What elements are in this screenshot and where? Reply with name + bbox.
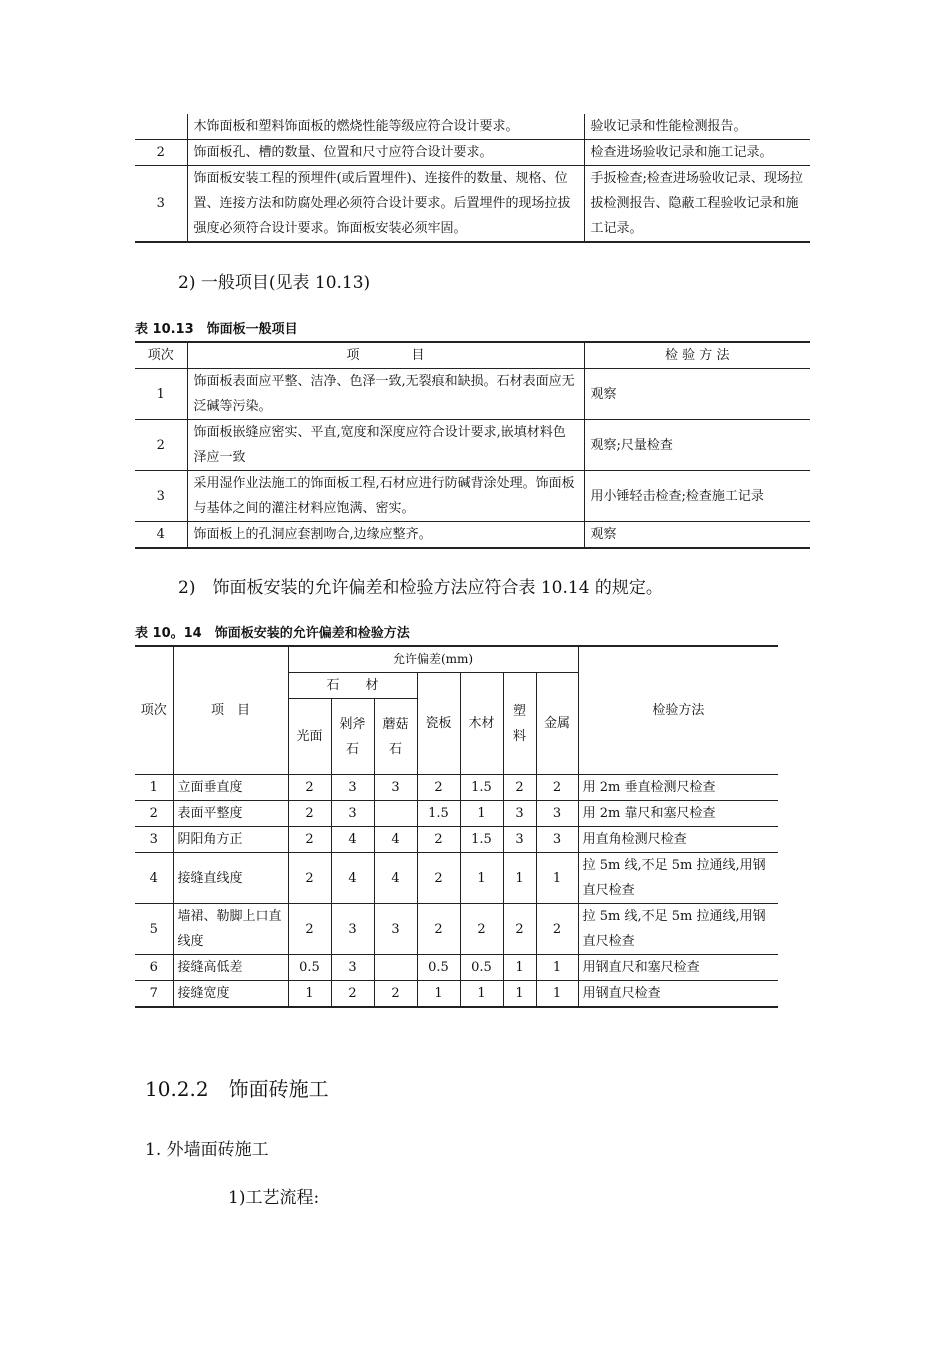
header-no: 项次 xyxy=(135,342,187,369)
value-cell: 1 xyxy=(536,853,578,904)
value-cell: 2 xyxy=(288,801,331,827)
row-number: 4 xyxy=(135,522,187,549)
table-row xyxy=(135,140,810,166)
value-cell: 0.5 xyxy=(460,955,503,981)
value-cell: 3 xyxy=(374,904,417,955)
row-method: 用 2m 靠尺和塞尺检查 xyxy=(578,801,778,827)
row-item: 表面平整度 xyxy=(173,801,288,827)
table-row xyxy=(135,955,778,981)
value-cell: 2 xyxy=(288,827,331,853)
value-cell: 1.5 xyxy=(460,827,503,853)
table-row xyxy=(135,114,810,140)
tolerance-paragraph: 2) 饰面板安装的允许偏差和检验方法应符合表 10.14 的规定。 xyxy=(178,578,663,598)
row-item: 接缝宽度 xyxy=(173,981,288,1008)
value-cell: 4 xyxy=(374,827,417,853)
value-cell: 3 xyxy=(503,801,536,827)
value-cell xyxy=(374,801,417,827)
row-number: 1 xyxy=(135,775,173,801)
value-cell: 3 xyxy=(374,775,417,801)
value-cell: 2 xyxy=(503,904,536,955)
value-cell: 3 xyxy=(331,955,374,981)
process-flow-label: 1)工艺流程: xyxy=(228,1188,320,1208)
row-method: 用小锤轻击检查;检查施工记录 xyxy=(584,471,810,522)
header-plastic: 塑料 xyxy=(503,673,536,775)
value-cell: 2 xyxy=(417,775,460,801)
value-cell: 2 xyxy=(417,853,460,904)
table-row xyxy=(135,420,810,471)
row-item: 采用湿作业法施工的饰面板工程,石材应进行防碱背涂处理。饰面板与基体之间的灌注材料应饱满、密实。 xyxy=(187,471,584,522)
row-method: 用 2m 垂直检测尺检查 xyxy=(578,775,778,801)
row-number: 2 xyxy=(135,801,173,827)
row-item: 立面垂直度 xyxy=(173,775,288,801)
value-cell: 1 xyxy=(288,981,331,1008)
value-cell: 4 xyxy=(374,853,417,904)
table-row xyxy=(135,369,810,420)
row-item: 饰面板表面应平整、洁净、色泽一致,无裂痕和缺损。石材表面应无泛碱等污染。 xyxy=(187,369,584,420)
header-method: 检验方法 xyxy=(578,646,778,775)
row-number: 3 xyxy=(135,471,187,522)
table-row xyxy=(135,801,778,827)
section-heading: 10.2.2 饰面砖施工 xyxy=(145,1077,329,1101)
row-item: 饰面板安装工程的预埋件(或后置埋件)、连接件的数量、规格、位置、连接方法和防腐处理必须符合设计要求。后置埋件的现场拉拔强度必须符合设计要求。饰面板安装必须牢固。 xyxy=(187,166,584,243)
value-cell: 2 xyxy=(417,904,460,955)
value-cell: 3 xyxy=(503,827,536,853)
header-chopped: 剁斧石 xyxy=(331,699,374,775)
row-number: 2 xyxy=(135,140,187,166)
table-row xyxy=(135,522,810,549)
value-cell: 1 xyxy=(460,801,503,827)
row-item: 饰面板上的孔洞应套割吻合,边缘应整齐。 xyxy=(187,522,584,549)
value-cell: 1 xyxy=(417,981,460,1008)
value-cell: 1 xyxy=(503,981,536,1008)
value-cell: 1.5 xyxy=(460,775,503,801)
header-wood: 木材 xyxy=(460,673,503,775)
value-cell: 1 xyxy=(503,955,536,981)
value-cell: 0.5 xyxy=(417,955,460,981)
value-cell: 2 xyxy=(288,904,331,955)
row-method: 用直角检测尺检查 xyxy=(578,827,778,853)
value-cell: 3 xyxy=(331,775,374,801)
row-item: 木饰面板和塑料饰面板的燃烧性能等级应符合设计要求。 xyxy=(187,114,584,140)
header-stone: 石 材 xyxy=(288,673,417,699)
value-cell: 1 xyxy=(536,981,578,1008)
value-cell: 2 xyxy=(460,904,503,955)
row-method: 观察;尺量检查 xyxy=(584,420,810,471)
table-header-row xyxy=(135,342,810,369)
main-items-table xyxy=(135,114,810,243)
value-cell: 2 xyxy=(374,981,417,1008)
table-10-13-caption: 表 10.13 饰面板一般项目 xyxy=(135,322,298,337)
header-no: 项次 xyxy=(135,646,173,775)
value-cell: 1 xyxy=(536,955,578,981)
header-deviation: 允许偏差(mm) xyxy=(288,646,578,673)
value-cell: 4 xyxy=(331,853,374,904)
table-row xyxy=(135,827,778,853)
row-number: 1 xyxy=(135,369,187,420)
row-method: 观察 xyxy=(584,369,810,420)
value-cell: 2 xyxy=(536,775,578,801)
row-method: 检查进场验收记录和施工记录。 xyxy=(584,140,810,166)
value-cell: 2 xyxy=(417,827,460,853)
value-cell: 3 xyxy=(331,801,374,827)
row-number: 4 xyxy=(135,853,173,904)
value-cell: 4 xyxy=(331,827,374,853)
row-item: 饰面板孔、槽的数量、位置和尺寸应符合设计要求。 xyxy=(187,140,584,166)
value-cell: 1.5 xyxy=(417,801,460,827)
general-items-table xyxy=(135,341,810,549)
value-cell: 1 xyxy=(460,981,503,1008)
value-cell: 0.5 xyxy=(288,955,331,981)
value-cell xyxy=(374,955,417,981)
value-cell: 2 xyxy=(288,853,331,904)
row-number: 2 xyxy=(135,420,187,471)
header-metal: 金属 xyxy=(536,673,578,775)
value-cell: 2 xyxy=(536,904,578,955)
row-method: 用钢直尺检查 xyxy=(578,981,778,1008)
row-item: 接缝直线度 xyxy=(173,853,288,904)
row-method: 手扳检查;检查进场验收记录、现场拉拔检测报告、隐蔽工程验收记录和施工记录。 xyxy=(584,166,810,243)
row-item: 饰面板嵌缝应密实、平直,宽度和深度应符合设计要求,嵌填材料色泽应一致 xyxy=(187,420,584,471)
header-item: 项 目 xyxy=(187,342,584,369)
value-cell: 3 xyxy=(331,904,374,955)
general-items-paragraph: 2) 一般项目(见表 10.13) xyxy=(178,273,371,293)
value-cell: 3 xyxy=(536,801,578,827)
value-cell: 2 xyxy=(503,775,536,801)
row-number: 3 xyxy=(135,166,187,243)
table-row xyxy=(135,166,810,243)
table-row xyxy=(135,904,778,955)
row-number xyxy=(135,114,187,140)
header-method: 检 验 方 法 xyxy=(584,342,810,369)
table-10-14-caption: 表 10。14 饰面板安装的允许偏差和检验方法 xyxy=(135,626,410,641)
row-method: 用钢直尺和塞尺检查 xyxy=(578,955,778,981)
row-method: 观察 xyxy=(584,522,810,549)
header-mushroom: 蘑菇石 xyxy=(374,699,417,775)
table-header-row xyxy=(135,646,778,673)
value-cell: 3 xyxy=(536,827,578,853)
table-row xyxy=(135,981,778,1008)
row-number: 6 xyxy=(135,955,173,981)
subsection-heading: 1. 外墙面砖施工 xyxy=(145,1140,269,1160)
table-row xyxy=(135,775,778,801)
header-item: 项 目 xyxy=(173,646,288,775)
table-row xyxy=(135,471,810,522)
value-cell: 2 xyxy=(288,775,331,801)
table-row xyxy=(135,853,778,904)
row-item: 阴阳角方正 xyxy=(173,827,288,853)
row-item: 墙裙、勒脚上口直线度 xyxy=(173,904,288,955)
value-cell: 2 xyxy=(331,981,374,1008)
row-method: 验收记录和性能检测报告。 xyxy=(584,114,810,140)
header-smooth: 光面 xyxy=(288,699,331,775)
value-cell: 1 xyxy=(503,853,536,904)
tolerance-table xyxy=(135,645,778,1008)
row-method: 拉 5m 线,不足 5m 拉通线,用钢直尺检查 xyxy=(578,904,778,955)
row-number: 7 xyxy=(135,981,173,1008)
row-number: 3 xyxy=(135,827,173,853)
row-method: 拉 5m 线,不足 5m 拉通线,用钢直尺检查 xyxy=(578,853,778,904)
row-number: 5 xyxy=(135,904,173,955)
header-ceramic: 瓷板 xyxy=(417,673,460,775)
row-item: 接缝高低差 xyxy=(173,955,288,981)
value-cell: 1 xyxy=(460,853,503,904)
